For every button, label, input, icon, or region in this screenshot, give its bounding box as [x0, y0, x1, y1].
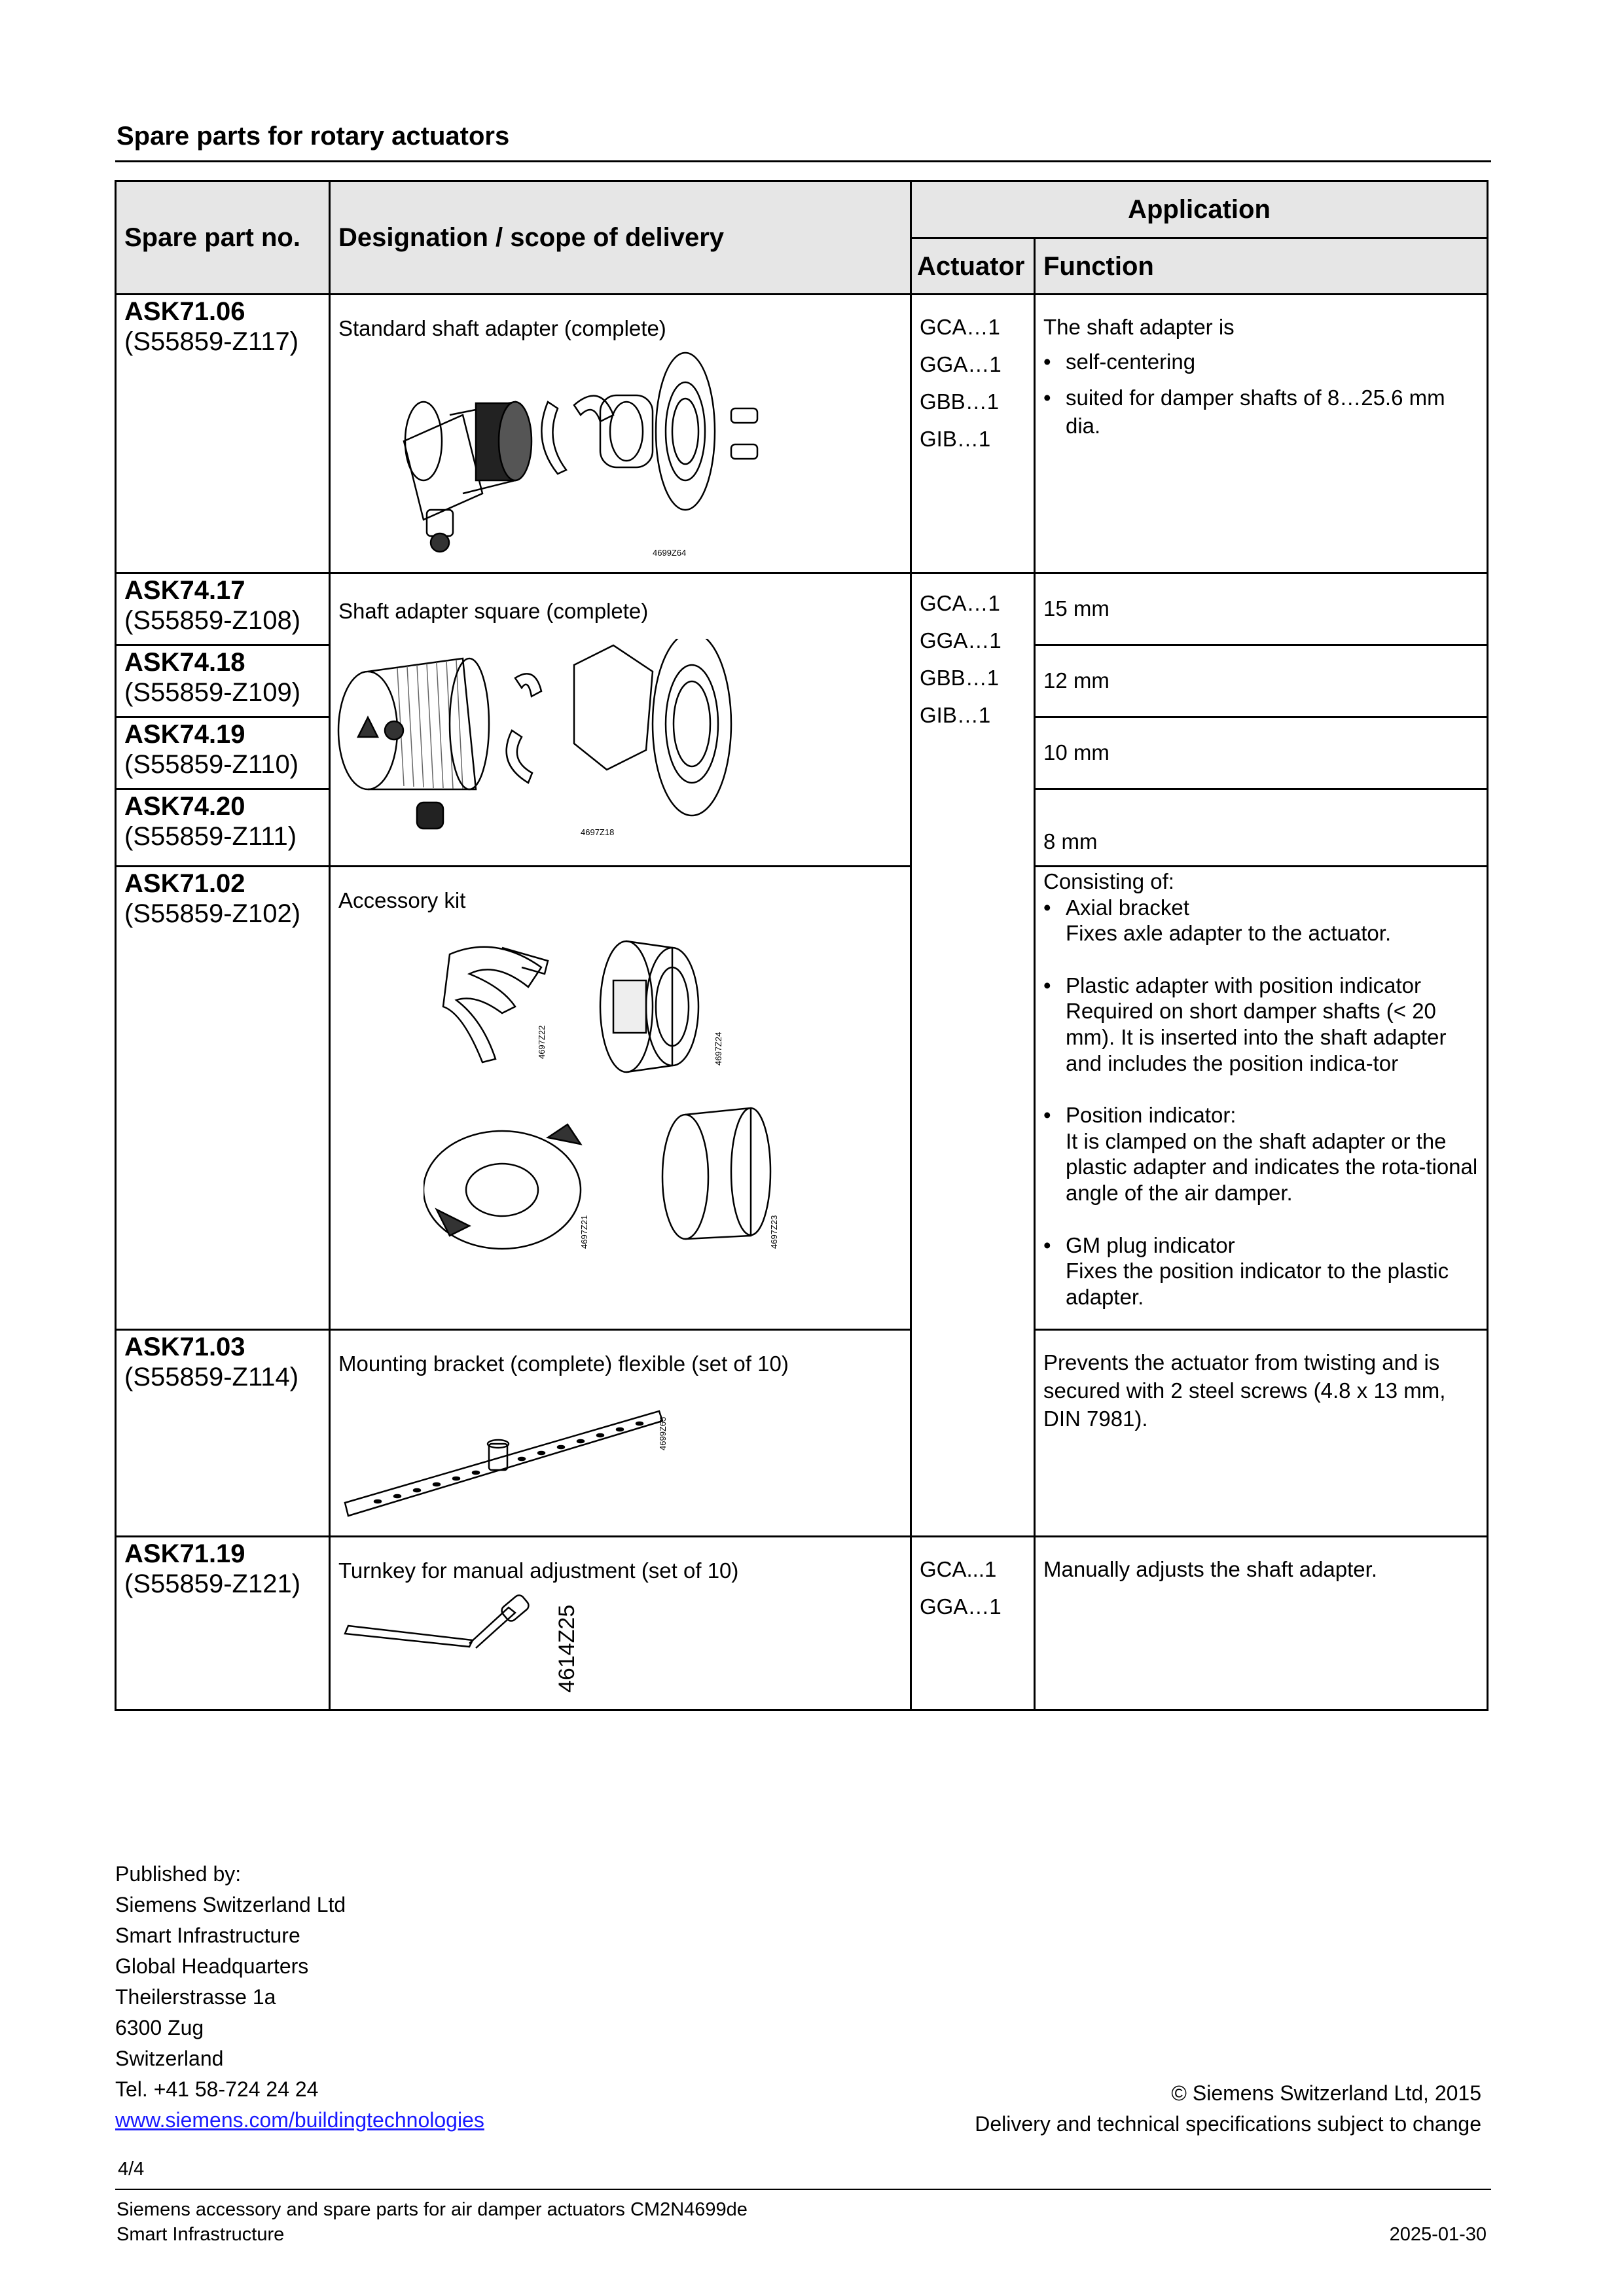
header-function: Function	[1035, 238, 1488, 295]
part-number: ASK71.06	[124, 297, 245, 326]
figure-label: 4699Z65	[658, 1416, 668, 1450]
part-number: ASK74.18	[124, 648, 245, 677]
order-number: (S55859-Z110)	[124, 750, 299, 779]
designation-text: Mounting bracket (complete) flexible (set of 10)	[338, 1352, 789, 1376]
division: Smart Infrastructure	[117, 2224, 285, 2245]
actuator-code: GCA…1	[920, 591, 1000, 615]
spare-parts-table	[115, 180, 1489, 1711]
part-number: ASK74.19	[124, 720, 245, 749]
doc-title: Siemens accessory and spare parts for air damper actuators CM2N4699de	[117, 2199, 748, 2220]
part-number: ASK71.02	[124, 869, 245, 898]
part-no-cell	[116, 867, 330, 1330]
function-cell: 12 mm	[1035, 645, 1488, 717]
page-number: 4/4	[118, 2159, 145, 2179]
table-row	[116, 295, 1488, 573]
part-number: ASK74.17	[124, 576, 245, 605]
designation-cell	[330, 295, 911, 573]
actuator-code: GBB…1	[920, 665, 1000, 690]
function-cell: 15 mm	[1035, 573, 1488, 645]
order-number: (S55859-Z117)	[124, 327, 299, 356]
figure-label: 4614Z25	[554, 1604, 579, 1693]
designation-cell	[330, 1330, 911, 1537]
function-item-title: • Axial bracket	[1066, 895, 1189, 920]
function-item-text: It is clamped on the shaft adapter or the plastic adapter and indicates the rota-tional angle of the air damper.	[1066, 1128, 1478, 1205]
function-bullet: • self-centering	[1066, 348, 1479, 376]
publisher-heading: Published by:	[115, 1862, 242, 1886]
doc-date: 2025-01-30	[1389, 2224, 1487, 2245]
header-designation: Designation / scope of delivery	[330, 181, 911, 295]
function-intro: Consisting of:	[1043, 869, 1174, 893]
function-item-text: Fixes axle adapter to the actuator.	[1066, 921, 1392, 946]
accessory-kit-illustration	[424, 928, 947, 1295]
actuator-code: GGA…1	[920, 1594, 1001, 1619]
designation-cell	[330, 573, 911, 867]
actuator-code: GGA…1	[920, 351, 1001, 376]
designation-text: Shaft adapter square (complete)	[338, 599, 649, 623]
designation-cell	[330, 1536, 911, 1710]
order-number: (S55859-Z102)	[124, 899, 301, 928]
part-number: ASK71.19	[124, 1539, 245, 1568]
order-number: (S55859-Z114)	[124, 1363, 299, 1391]
function-item-title: • Plastic adapter with position indicator	[1066, 973, 1421, 997]
publisher-line: 6300 Zug	[115, 2016, 204, 2039]
figure-label: 4697Z24	[713, 1031, 723, 1066]
function-intro: The shaft adapter is	[1043, 315, 1235, 339]
actuator-code: GCA…1	[920, 315, 1000, 339]
designation-text: Turnkey for manual adjustment (set of 10)	[338, 1558, 739, 1583]
function-cell: 8 mm	[1035, 789, 1488, 867]
part-no-cell	[116, 573, 330, 645]
order-number: (S55859-Z108)	[124, 606, 301, 635]
header-application: Application	[911, 181, 1488, 238]
copyright: © Siemens Switzerland Ltd, 2015	[1171, 2081, 1481, 2105]
page-title: Spare parts for rotary actuators	[117, 122, 510, 151]
table-row	[116, 1330, 1488, 1537]
part-no-cell	[116, 295, 330, 573]
function-cell: Manually adjusts the shaft adapter.	[1035, 1536, 1488, 1710]
publisher-line: Theilerstrasse 1a	[115, 1985, 276, 2009]
order-number: (S55859-Z109)	[124, 678, 301, 707]
function-item-title: • Position indicator:	[1066, 1103, 1236, 1128]
function-cell: Prevents the actuator from twisting and is secured with 2 steel screws (4.8 x 13 mm, DIN 7981).	[1035, 1330, 1488, 1537]
function-item	[1066, 1232, 1479, 1310]
footer-rule	[115, 2189, 1491, 2190]
figure-label: 4697Z23	[769, 1215, 779, 1249]
order-number: (S55859-Z121)	[124, 1569, 301, 1598]
publisher-line: Switzerland	[115, 2047, 224, 2070]
designation-text: Accessory kit	[338, 888, 466, 912]
part-no-cell	[116, 1536, 330, 1710]
function-item	[1066, 895, 1479, 946]
actuator-cell	[911, 1536, 1035, 1710]
shaft-adapter-illustration	[378, 343, 797, 559]
function-bullet: • suited for damper shafts of 8…25.6 mm dia.	[1066, 384, 1479, 440]
part-no-cell	[116, 1330, 330, 1537]
figure-label: 4699Z64	[653, 547, 687, 558]
header-actuator: Actuator	[911, 238, 1035, 295]
publisher-line: Global Headquarters	[115, 1954, 309, 1978]
actuator-code: GCA...1	[920, 1556, 997, 1581]
figure-label: 4697Z18	[581, 827, 615, 837]
designation-cell	[330, 867, 911, 1330]
function-item-text: Fixes the position indicator to the plastic adapter.	[1066, 1259, 1449, 1309]
website-link[interactable]: www.siemens.com/buildingtechnologies	[115, 2108, 484, 2132]
part-no-cell	[116, 645, 330, 717]
turnkey-illustration	[338, 1594, 613, 1699]
part-number: ASK71.03	[124, 1333, 245, 1361]
publisher-block	[115, 1859, 484, 2136]
publisher-line: Smart Infrastructure	[115, 1924, 300, 1947]
part-no-cell	[116, 717, 330, 789]
part-number: ASK74.20	[124, 792, 245, 821]
designation-text: Standard shaft adapter (complete)	[338, 316, 666, 340]
actuator-cell	[911, 295, 1035, 573]
function-cell	[1035, 867, 1488, 1330]
square-shaft-adapter-illustration	[332, 639, 790, 855]
order-number: (S55859-Z111)	[124, 822, 297, 851]
spec-notice: Delivery and technical specifications subject to change	[975, 2112, 1481, 2136]
table-row	[116, 867, 1488, 1330]
publisher-line: Tel. +41 58-724 24 24	[115, 2077, 319, 2101]
actuator-code: GIB…1	[920, 702, 991, 727]
part-no-cell	[116, 789, 330, 867]
table-row	[116, 1536, 1488, 1710]
function-item	[1066, 973, 1479, 1076]
figure-label: 4697Z22	[537, 1025, 547, 1059]
actuator-code: GBB…1	[920, 389, 1000, 414]
title-rule	[115, 160, 1491, 162]
figure-label: 4697Z21	[579, 1215, 589, 1249]
function-item	[1066, 1102, 1479, 1206]
actuator-code: GGA…1	[920, 628, 1001, 653]
function-item-text: Required on short damper shafts (< 20 mm). It is inserted into the shaft adapter and includes the position indica-tor	[1066, 999, 1447, 1075]
function-cell	[1035, 295, 1488, 573]
publisher-line: Siemens Switzerland Ltd	[115, 1893, 346, 1916]
table-row	[116, 573, 1488, 645]
function-item-title: • GM plug indicator	[1066, 1232, 1235, 1257]
header-part-no: Spare part no.	[116, 181, 330, 295]
mounting-bracket-illustration	[338, 1385, 679, 1535]
function-cell: 10 mm	[1035, 717, 1488, 789]
actuator-code: GIB…1	[920, 426, 991, 451]
